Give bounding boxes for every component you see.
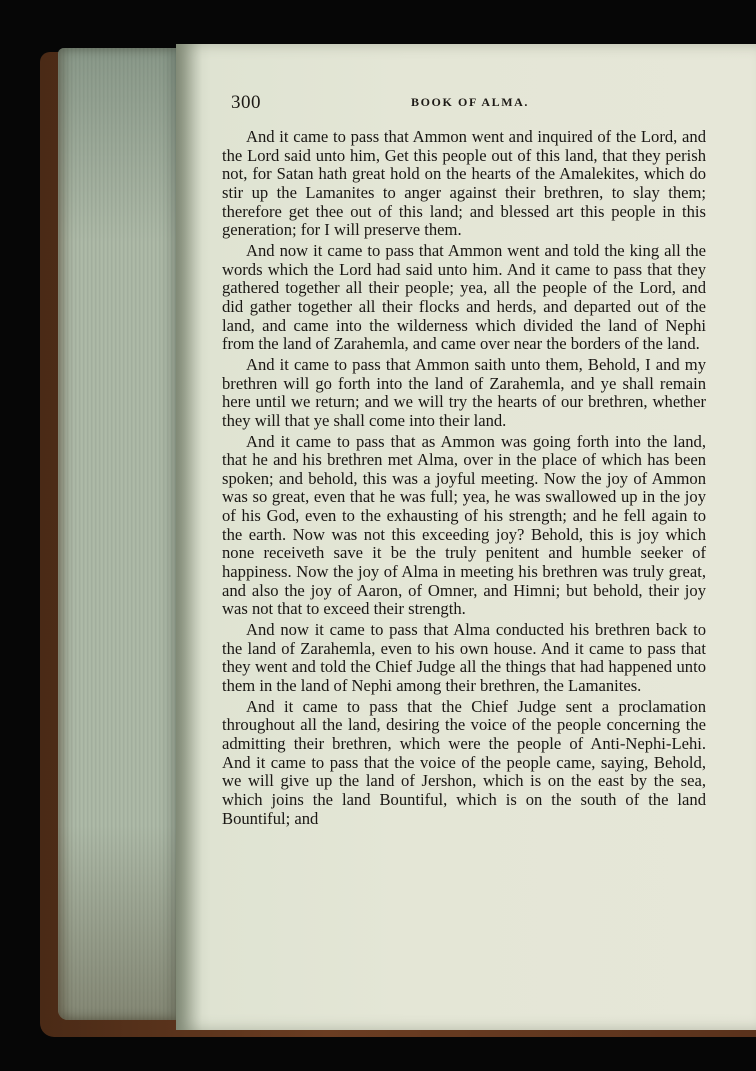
running-title: BOOK OF ALMA. — [411, 95, 530, 109]
page-stack-shading — [58, 48, 180, 1020]
running-head — [231, 92, 711, 114]
body-text — [222, 128, 706, 828]
paragraph: And it came to pass that the Chief Judge sent a proclamation throughout all the land, desiring the voice of the people concerning the admitting their brethren, which were the people of Anti-Nephi-Lehi. And it came to pass that the voice of the people came, saying, Behold, we will give up the land of Jershon, which is on the east by the sea, which joins the land Bountiful, which is on the south of the land Bountiful; and — [222, 696, 706, 828]
paragraph: And now it came to pass that Alma conducted his brethren back to the land of Zarahemla, even to his own house. And it came to pass that they went and told the Chief Judge all the things that had happened unto them in the land of Nephi among their brethren, the Lamanites. — [222, 620, 706, 696]
paragraph: And it came to pass that Ammon saith unto them, Behold, I and my brethren will go forth into the land of Zarahemla, and ye shall remain here until we return; and we will try the hearts of our brethren, whether they will that ye shall come into their land. — [222, 354, 706, 430]
paragraph: And now it came to pass that Ammon went and told the king all the words which the Lord had said unto him. And it came to pass that they gathered together all their people; yea, all the people of the Lord, and did gather together all their flocks and herds, and departed out of the land, and came into the wilderness which divided the land of Nephi from the land of Zarahemla, and came over near the borders of the land. — [222, 240, 706, 354]
gutter-shadow — [176, 44, 202, 1030]
paragraph: And it came to pass that Ammon went and inquired of the Lord, and the Lord said unto him, Get this people out of this land, that they perish not, for Satan hath great hold on the hearts of the Amalekites, which do stir up the Lamanites to anger against their brethren, to slay them; therefore get thee out of this land; and blessed art this people in this generation; for I will preserve them. — [222, 127, 706, 240]
paragraph: And it came to pass that as Ammon was going forth into the land, that he and his brethren met Alma, over in the place of which has been spoken; and behold, this was a joyful meeting. Now the joy of Ammon was so great, even that he was full; yea, he was swallowed up in the joy of his God, even to the exhausting of his strength; and he fell again to the earth. Now was not this exceeding joy? Behold, this is joy which none receiveth save it be the truly penitent and humble seeker of happiness. Now the joy of Alma in meeting his brethren was truly great, and also the joy of Aaron, of Omner, and Himni; but behold, their joy was not that to exceed their strength. — [222, 431, 706, 619]
page-number: 300 — [231, 92, 261, 113]
